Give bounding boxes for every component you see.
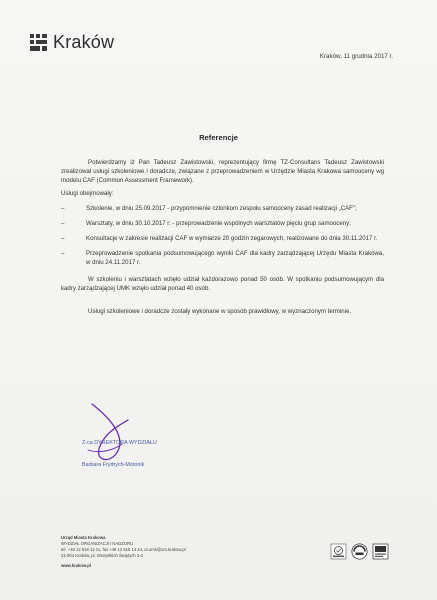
document-title: Referencje bbox=[199, 133, 238, 142]
footer-website: www.krakow.pl bbox=[61, 563, 91, 569]
services-list bbox=[61, 204, 384, 267]
summary-paragraph: W szkoleniu i warsztatach wzięło udział każdorazowo ponad 50 osób. W spotkaniu podsumowującym dla kadry zarządzającej UMK wzięło udział ponad 40 osób. bbox=[61, 276, 384, 292]
krakow-logo bbox=[30, 33, 114, 51]
list-item: – Szkolenie, w dniu 25.09.2017 - przypomnienie członkom zespołu samooceny zasad realizacji „CAF"; bbox=[61, 205, 357, 212]
iso-certificate-icon bbox=[372, 543, 389, 560]
footer-contact: tel. +48 12 616 12 11, fax +48 12 616 14 44, or.umk@um.krakow.pl bbox=[61, 547, 186, 553]
footer-office: Urząd Miasta Krakowa bbox=[61, 535, 106, 540]
intro-paragraph: Potwierdzamy iż Pan Tadeusz Zawistowski, reprezentujący firmę TZ-Consultans Tadeusz Zawistowski zrealizował usługi szkoleniowe i doradcze, związane z przeprowadzeniem w Urzędzie Miasta Krakowa samooceny wg modelu CAF (Common Assessment Framework). bbox=[61, 159, 384, 184]
stamp-name: Barbara Frydrych-Motonik bbox=[82, 462, 145, 468]
document-date: Kraków, 11 grudnia 2017 r. bbox=[319, 53, 393, 60]
list-item: – Warsztaty, w dniu 30.10.2017 r. - przeprowadzenie wspólnych warsztatów pięciu grup samooceny; bbox=[61, 220, 351, 227]
list-marker: – bbox=[61, 205, 65, 212]
official-stamp bbox=[82, 432, 157, 476]
list-item: – Konsultacje w zakresie realizacji CAF w wymiarze 20 godzin zegarowych, realizowane do dnia 30.11.2017 r. bbox=[61, 235, 378, 242]
closing-paragraph: Usługi szkoleniowe i doradcze zostały wykonane w sposób prawidłowy, w wyznaczonym terminie. bbox=[88, 308, 352, 315]
krakow-logo-icon bbox=[30, 34, 47, 51]
list-marker: – bbox=[61, 235, 65, 242]
quality-certificate-icon bbox=[351, 543, 368, 560]
certification-badges bbox=[330, 543, 389, 560]
list-marker: – bbox=[61, 250, 65, 257]
footer-department: WYDZIAŁ ORGANIZACJI I NADZORU bbox=[61, 541, 134, 547]
footer bbox=[61, 535, 186, 569]
footer-address: 31-004 Kraków, pl. Wszystkich Świętych 3-4 bbox=[61, 553, 143, 559]
stamp-title: Z-ca DYREKTORA WYDZIAŁU bbox=[82, 440, 157, 446]
list-marker: – bbox=[61, 220, 65, 227]
certificate-seal-icon bbox=[330, 543, 347, 560]
brand-name: Kraków bbox=[53, 32, 115, 52]
document-body bbox=[61, 158, 384, 316]
services-label: Usługi obejmowały: bbox=[61, 190, 114, 197]
list-item: – Przeprowadzenie spotkania podsumowującego wyniki CAF dla kadry zarządzającej Urzędu Miasta Krakowa, w dniu 24.11.2017 r. bbox=[61, 250, 384, 266]
